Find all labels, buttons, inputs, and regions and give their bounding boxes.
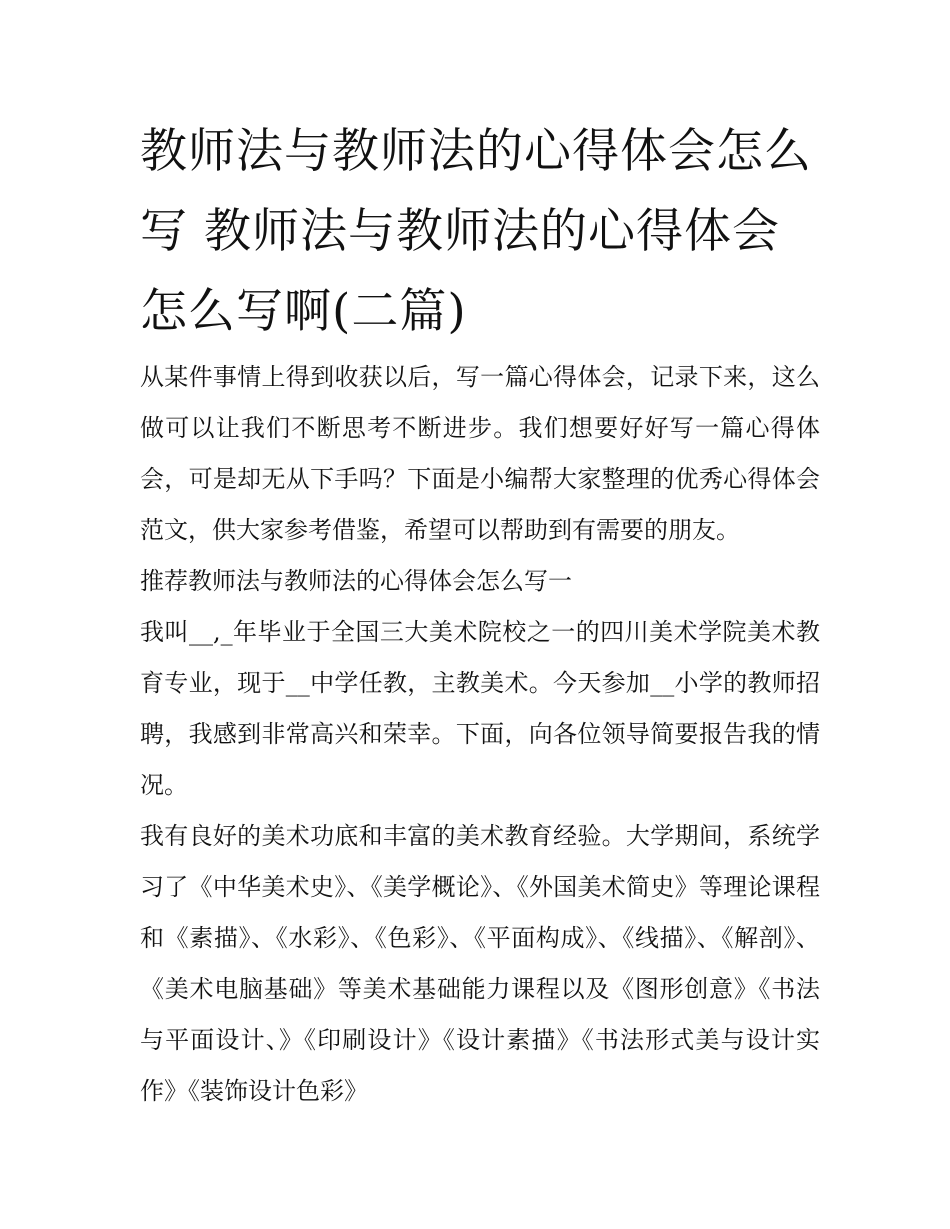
document-title: 教师法与教师法的心得体会怎么写 教师法与教师法的心得体会怎么写啊(二篇) <box>140 124 812 339</box>
document-body <box>140 352 820 1117</box>
section-heading: 推荐教师法与教师法的心得体会怎么写一 <box>140 567 572 595</box>
self-introduction-paragraph: 我叫__,_年毕业于全国三大美术院校之一的四川美术学院美术教育专业，现于__中学任教，主教美术。今天参加__小学的教师招聘，我感到非常高兴和荣幸。下面，向各位领导简要报告我的情况。 <box>140 618 820 799</box>
intro-paragraph: 从某件事情上得到收获以后，写一篇心得体会，记录下来，这么做可以让我们不断思考不断进步。我们想要好好写一篇心得体会，可是却无从下手吗？下面是小编帮大家整理的优秀心得体会范文，供大家参考借鉴，希望可以帮助到有需要的朋友。 <box>140 363 820 544</box>
experience-paragraph: 我有良好的美术功底和丰富的美术教育经验。大学期间，系统学习了《中华美术史》、《美学概论》、《外国美术简史》等理论课程和《素描》、《水彩》、《色彩》、《平面构成》、《线描》、《解剖》、《美术电脑基础》等美术基础能力课程以及《图形创意》《书法与平面设计、》《印刷设计》《设计素描》《书法形式美与设计实作》《装饰设计色彩》 <box>140 822 820 1105</box>
